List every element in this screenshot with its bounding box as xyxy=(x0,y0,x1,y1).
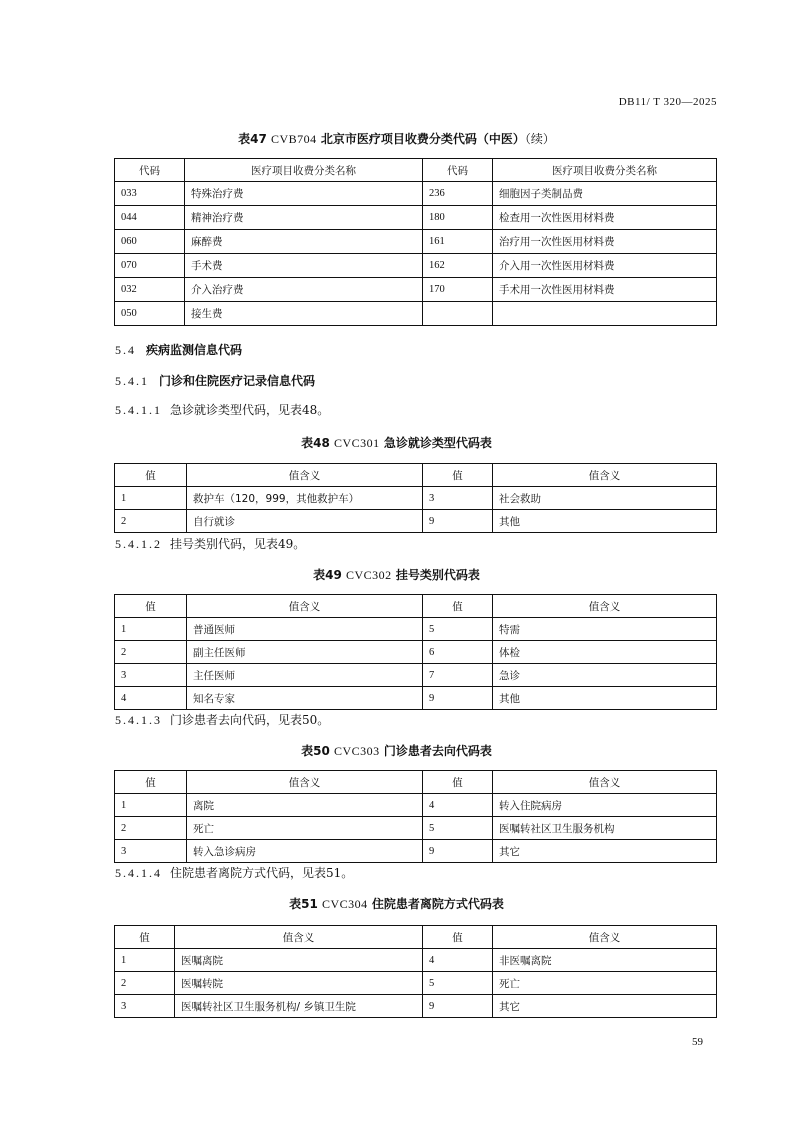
header-cell: 医疗项目收费分类名称 xyxy=(185,159,423,182)
header-cell: 值含义 xyxy=(187,595,423,618)
caption-title: 挂号类别代码表 xyxy=(395,568,480,582)
table51 xyxy=(114,925,717,1018)
caption-prefix: 表50 xyxy=(301,744,330,758)
table-cell: 5 xyxy=(423,618,493,641)
page-number: 59 xyxy=(692,1036,703,1048)
table-row xyxy=(115,794,717,817)
table-cell: 161 xyxy=(423,230,493,254)
table-cell: 6 xyxy=(423,641,493,664)
table-cell: 精神治疗费 xyxy=(185,206,423,230)
table-cell xyxy=(423,302,493,326)
table-cell: 7 xyxy=(423,664,493,687)
header-cell: 值含义 xyxy=(493,595,717,618)
table-cell: 救护车（120，999，其他救护车） xyxy=(187,487,423,510)
paragraph-5-4-1-2 xyxy=(115,535,305,552)
header-cell: 值 xyxy=(115,771,187,794)
table-cell: 其它 xyxy=(493,995,717,1018)
table-row xyxy=(115,254,717,278)
table-row xyxy=(115,641,717,664)
header-cell: 医疗项目收费分类名称 xyxy=(493,159,717,182)
table-row xyxy=(115,664,717,687)
header-cell: 代码 xyxy=(115,159,185,182)
caption-prefix: 表49 xyxy=(313,568,342,582)
table-cell: 2 xyxy=(115,972,175,995)
paragraph-text: 挂号类别代码，见表49。 xyxy=(170,537,306,551)
table-cell: 知名专家 xyxy=(187,687,423,710)
caption-code: CVC304 xyxy=(322,897,368,911)
table-cell: 2 xyxy=(115,510,187,533)
paragraph-5-4-1-1 xyxy=(115,401,329,418)
table-row xyxy=(115,487,717,510)
caption-suffix: （续） xyxy=(524,132,555,146)
table-row xyxy=(115,278,717,302)
caption-prefix: 表51 xyxy=(289,897,318,911)
caption-title: 住院患者离院方式代码表 xyxy=(371,897,504,911)
header-cell: 值 xyxy=(423,771,493,794)
header-cell: 值含义 xyxy=(493,464,717,487)
table-cell: 5 xyxy=(423,817,493,840)
table-row xyxy=(115,995,717,1018)
table-cell: 副主任医师 xyxy=(187,641,423,664)
paragraph-number: 5.4.1.2 xyxy=(115,537,162,551)
caption-title: 北京市医疗项目收费分类代码（中医） xyxy=(320,132,525,146)
table49 xyxy=(114,594,717,710)
table-row xyxy=(115,949,717,972)
table-cell: 治疗用一次性医用材料费 xyxy=(493,230,717,254)
table47-caption xyxy=(0,130,793,147)
table50-caption xyxy=(0,742,793,759)
table48-caption xyxy=(0,434,793,451)
table-row xyxy=(115,972,717,995)
header-cell: 值 xyxy=(115,464,187,487)
table-cell: 离院 xyxy=(187,794,423,817)
section-number: 5.4 xyxy=(115,343,136,357)
caption-code: CVC302 xyxy=(346,568,392,582)
table-cell: 转入急诊病房 xyxy=(187,840,423,863)
paragraph-text: 住院患者离院方式代码，见表51。 xyxy=(170,866,354,880)
caption-code: CVC301 xyxy=(334,436,380,450)
table-cell: 1 xyxy=(115,949,175,972)
table-cell: 2 xyxy=(115,817,187,840)
paragraph-number: 5.4.1.3 xyxy=(115,713,162,727)
document-code: DB11/ T 320—2025 xyxy=(618,96,717,108)
header-cell: 值含义 xyxy=(493,926,717,949)
table-cell: 介入用一次性医用材料费 xyxy=(493,254,717,278)
table-cell: 3 xyxy=(115,995,175,1018)
table-cell: 3 xyxy=(115,664,187,687)
table-cell: 特殊治疗费 xyxy=(185,182,423,206)
table-header-row xyxy=(115,926,717,949)
table-row xyxy=(115,510,717,533)
section-heading-5-4 xyxy=(115,341,242,358)
paragraph-text: 门诊患者去向代码，见表50。 xyxy=(170,713,330,727)
table-cell: 1 xyxy=(115,794,187,817)
table-cell: 普通医师 xyxy=(187,618,423,641)
table-row xyxy=(115,302,717,326)
header-cell: 值 xyxy=(423,464,493,487)
section-title: 门诊和住院医疗记录信息代码 xyxy=(159,374,316,388)
table-cell: 主任医师 xyxy=(187,664,423,687)
paragraph-5-4-1-4 xyxy=(115,864,353,881)
table-cell: 接生费 xyxy=(185,302,423,326)
table-cell: 033 xyxy=(115,182,185,206)
table-cell: 麻醉费 xyxy=(185,230,423,254)
table-cell: 162 xyxy=(423,254,493,278)
table-cell: 手术用一次性医用材料费 xyxy=(493,278,717,302)
header-cell: 值含义 xyxy=(175,926,423,949)
table-cell: 3 xyxy=(115,840,187,863)
table-cell: 1 xyxy=(115,618,187,641)
table-cell: 2 xyxy=(115,641,187,664)
table-cell: 医嘱转社区卫生服务机构 xyxy=(493,817,717,840)
header-cell: 值含义 xyxy=(187,771,423,794)
table-cell: 4 xyxy=(423,949,493,972)
table-cell: 050 xyxy=(115,302,185,326)
header-cell: 值 xyxy=(423,595,493,618)
header-cell: 值含义 xyxy=(187,464,423,487)
table-cell: 医嘱离院 xyxy=(175,949,423,972)
table-cell: 转入住院病房 xyxy=(493,794,717,817)
table-cell: 体检 xyxy=(493,641,717,664)
header-cell: 值含义 xyxy=(493,771,717,794)
table50 xyxy=(114,770,717,863)
header-cell: 值 xyxy=(423,926,493,949)
table47 xyxy=(114,158,717,326)
table-row xyxy=(115,817,717,840)
table-cell: 236 xyxy=(423,182,493,206)
table-cell: 4 xyxy=(423,794,493,817)
table-cell xyxy=(493,302,717,326)
table-cell: 070 xyxy=(115,254,185,278)
table-cell: 3 xyxy=(423,487,493,510)
section-heading-5-4-1 xyxy=(115,372,315,389)
table-row xyxy=(115,840,717,863)
paragraph-number: 5.4.1.4 xyxy=(115,866,162,880)
table-cell: 其它 xyxy=(493,840,717,863)
table-cell: 9 xyxy=(423,995,493,1018)
table-cell: 特需 xyxy=(493,618,717,641)
caption-prefix: 表48 xyxy=(301,436,330,450)
table-cell: 死亡 xyxy=(187,817,423,840)
table-cell: 060 xyxy=(115,230,185,254)
paragraph-text: 急诊就诊类型代码，见表48。 xyxy=(170,403,330,417)
table-header-row xyxy=(115,159,717,182)
table-row xyxy=(115,687,717,710)
table-header-row xyxy=(115,595,717,618)
table-cell: 介入治疗费 xyxy=(185,278,423,302)
header-cell: 代码 xyxy=(423,159,493,182)
table-cell: 170 xyxy=(423,278,493,302)
table-cell: 9 xyxy=(423,510,493,533)
table-cell: 细胞因子类制品费 xyxy=(493,182,717,206)
paragraph-5-4-1-3 xyxy=(115,711,329,728)
caption-code: CVC303 xyxy=(334,744,380,758)
table-cell: 死亡 xyxy=(493,972,717,995)
section-title: 疾病监测信息代码 xyxy=(146,343,243,357)
table-header-row xyxy=(115,771,717,794)
caption-title: 门诊患者去向代码表 xyxy=(383,744,492,758)
table-cell: 180 xyxy=(423,206,493,230)
table-row xyxy=(115,206,717,230)
table-cell: 手术费 xyxy=(185,254,423,278)
table-cell: 9 xyxy=(423,687,493,710)
table-cell: 急诊 xyxy=(493,664,717,687)
table-cell: 其他 xyxy=(493,510,717,533)
table-cell: 其他 xyxy=(493,687,717,710)
table-cell: 医嘱转院 xyxy=(175,972,423,995)
caption-title: 急诊就诊类型代码表 xyxy=(383,436,492,450)
table-header-row xyxy=(115,464,717,487)
table-cell: 4 xyxy=(115,687,187,710)
caption-prefix: 表47 xyxy=(238,132,267,146)
table-cell: 自行就诊 xyxy=(187,510,423,533)
table-row xyxy=(115,182,717,206)
table-cell: 5 xyxy=(423,972,493,995)
section-number: 5.4.1 xyxy=(115,374,149,388)
table-cell: 医嘱转社区卫生服务机构/ 乡镇卫生院 xyxy=(175,995,423,1018)
table-cell: 检查用一次性医用材料费 xyxy=(493,206,717,230)
table49-caption xyxy=(0,566,793,583)
table-cell: 1 xyxy=(115,487,187,510)
table51-caption xyxy=(0,895,793,912)
table48 xyxy=(114,463,717,533)
table-cell: 032 xyxy=(115,278,185,302)
table-cell: 9 xyxy=(423,840,493,863)
header-cell: 值 xyxy=(115,926,175,949)
table-row xyxy=(115,230,717,254)
table-cell: 非医嘱离院 xyxy=(493,949,717,972)
table-cell: 044 xyxy=(115,206,185,230)
table-row xyxy=(115,618,717,641)
paragraph-number: 5.4.1.1 xyxy=(115,403,162,417)
table-cell: 社会救助 xyxy=(493,487,717,510)
header-cell: 值 xyxy=(115,595,187,618)
caption-code: CVB704 xyxy=(270,132,317,146)
